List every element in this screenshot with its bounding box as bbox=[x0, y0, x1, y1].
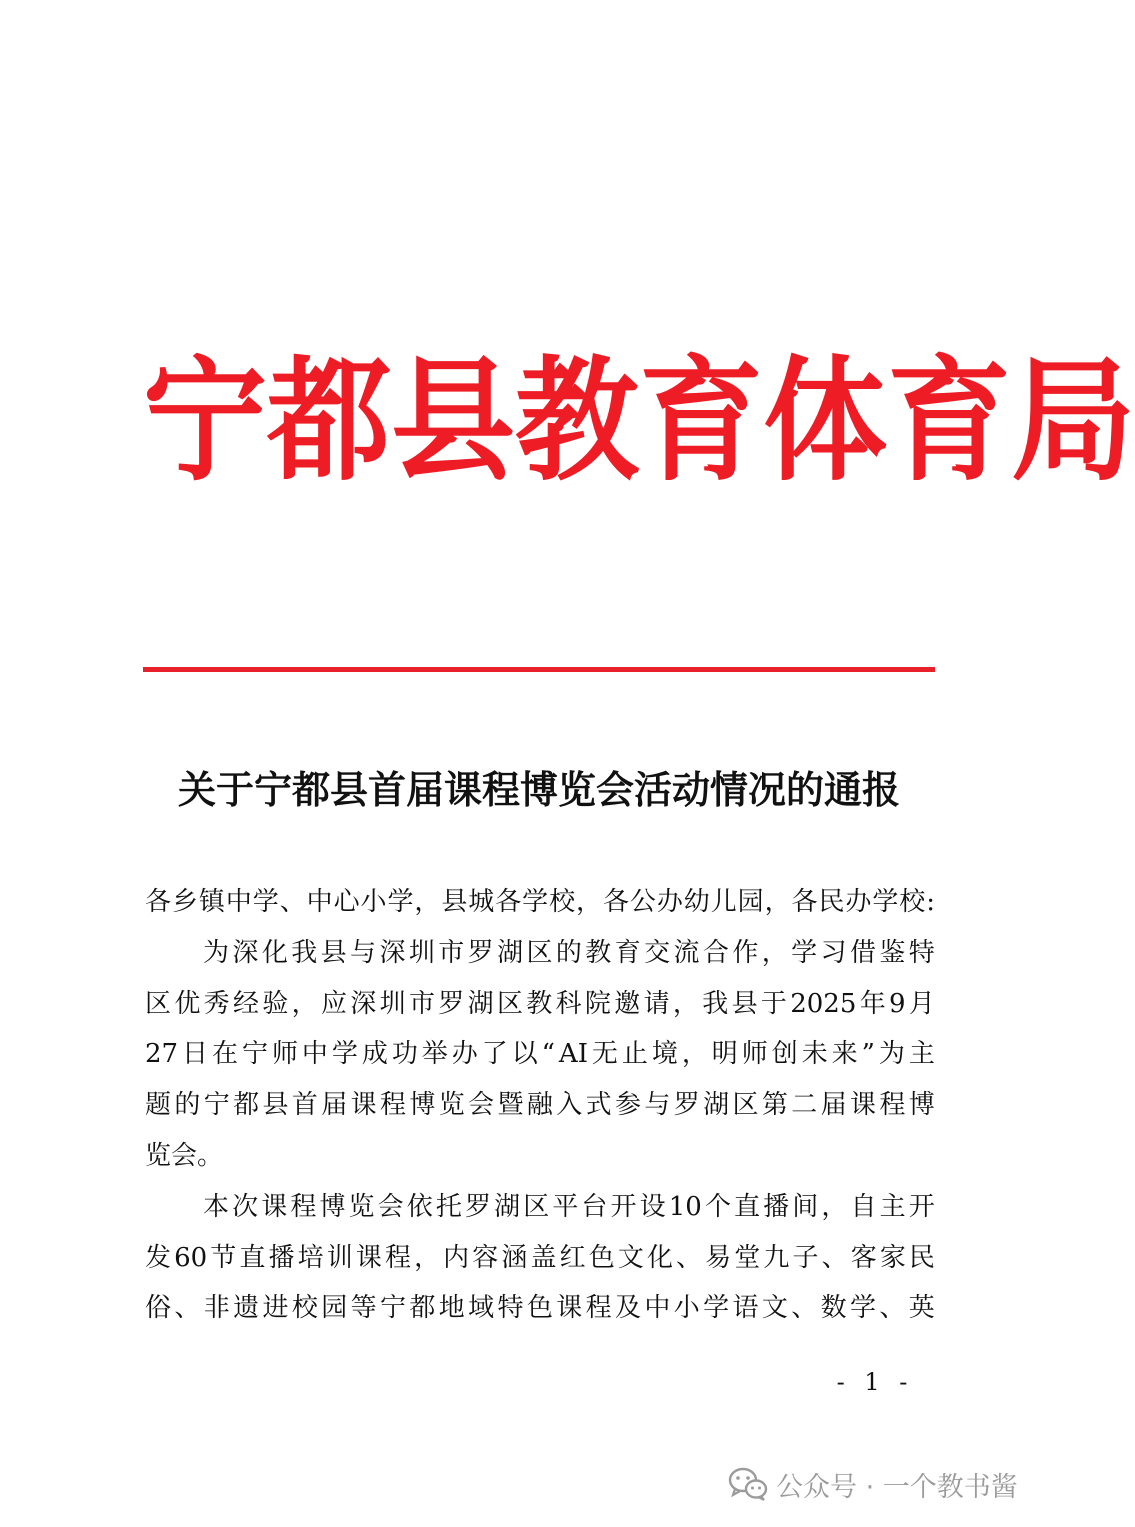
red-separator-line bbox=[143, 667, 935, 672]
document-title: 关于宁都县首届课程博览会活动情况的通报 bbox=[177, 767, 900, 812]
body-line: 发 60 节 直 播 培 训 课 程 ， 内 容 涵 盖 红 色 文 化 、 易 堂 九 子 、 客 家 民 bbox=[145, 1242, 935, 1273]
body-line: 本 次 课 程 博 览 会 依 托 罗 湖 区 平 台 开 设 10 个 直 播 间 ， 自 主 开 bbox=[203, 1191, 935, 1222]
body-line: 俗 、 非 遗 进 校 园 等 宁 都 地 域 特 色 课 程 及 中 小 学 语 文 、 数 学 、 英 bbox=[145, 1293, 935, 1324]
watermark bbox=[728, 1460, 1018, 1508]
header-char: 县 bbox=[391, 344, 516, 500]
header-char: 育 bbox=[639, 344, 764, 500]
body-line: 题 的 宁 都 县 首 届 课 程 博 览 会 暨 融 入 式 参 与 罗 湖 区 第 二 届 课 程 博 bbox=[145, 1090, 935, 1121]
watermark-text: 公众号 · 一个教书酱 bbox=[776, 1471, 1018, 1503]
header-char: 育 bbox=[887, 344, 1012, 500]
document-body bbox=[145, 877, 935, 1334]
body-line: 27 日 在 宁 师 中 学 成 功 举 办 了 以 “ AI 无 止 境 ， 明 师 创 未 来 ” 为 主 bbox=[145, 1039, 935, 1070]
header-char: 都 bbox=[267, 344, 392, 500]
body-line: 各 乡 镇 中 学 、 中 心 小 学 ， 县 城 各 学 校 ， 各 公 办 幼 儿 园 ， 各 民 办 学 校 : bbox=[145, 887, 935, 917]
header-char: 教 bbox=[515, 344, 640, 500]
issuing-authority-header bbox=[143, 344, 1135, 500]
body-line: 为 深 化 我 县 与 深 圳 市 罗 湖 区 的 教 育 交 流 合 作 ， 学 习 借 鉴 特 bbox=[203, 937, 935, 968]
header-char: 体 bbox=[763, 344, 888, 500]
header-char: 局 bbox=[1011, 344, 1135, 500]
page-number: - 1 - bbox=[836, 1368, 914, 1396]
header-char: 宁 bbox=[143, 344, 268, 500]
body-line: 区 优 秀 经 验 ， 应 深 圳 市 罗 湖 区 教 科 院 邀 请 ， 我 县 于 2025 年 9 月 bbox=[145, 988, 935, 1019]
body-line: 览会。 bbox=[145, 1140, 224, 1171]
wechat-icon bbox=[728, 1467, 768, 1501]
